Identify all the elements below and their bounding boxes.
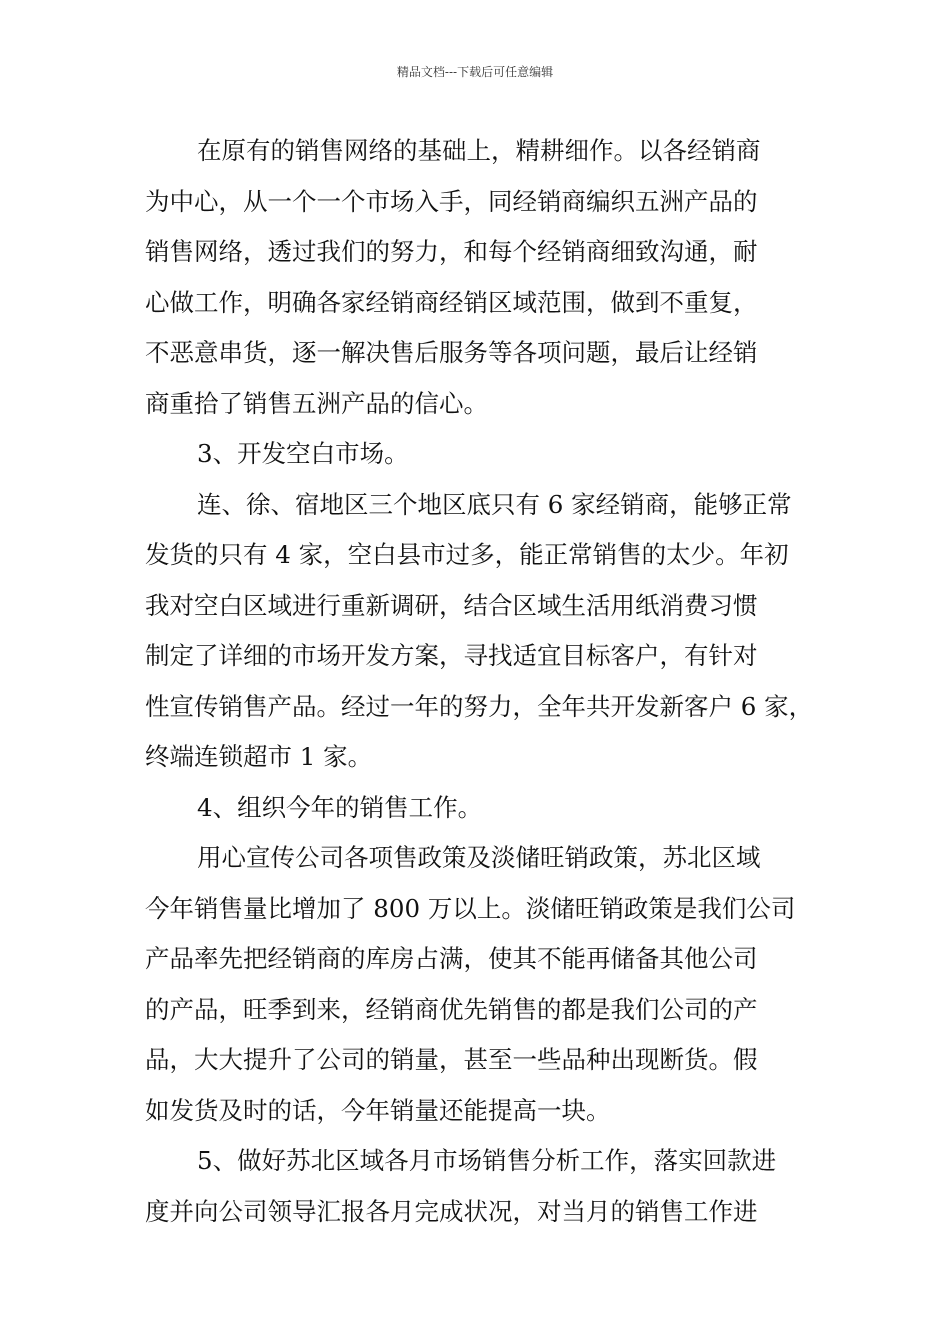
text-line: 为中心，从一个一个市场入手，同经销商编织五洲产品的 (145, 186, 758, 216)
text-line: 商重拾了销售五洲产品的信心。 (145, 388, 488, 418)
text-line: 终端连锁超市 1 家。 (145, 742, 373, 771)
text-line: 的产品，旺季到来，经销商优先销售的都是我们公司的产 (145, 994, 758, 1024)
text-line: 性宣传销售产品。经过一年的努力，全年共开发新客户 6 家， (145, 691, 814, 721)
text-line: 用心宣传公司各项售政策及淡储旺销政策，苏北区域 (197, 843, 761, 872)
text-line: 销售网络，透过我们的努力，和每个经销商细致沟通，耐 (145, 237, 758, 266)
text-line: 产品率先把经销商的库房占满，使其不能再储备其他公司 (145, 944, 758, 973)
text-line: 我对空白区域进行重新调研，结合区域生活用纸消费习惯 (145, 590, 758, 620)
page-header: 精品文档---下载后可任意编辑 (396, 65, 554, 79)
paragraph (145, 480, 825, 783)
section-heading (145, 783, 825, 834)
text-line: 3、开发空白市场。 (197, 439, 409, 468)
text-line: 制定了详细的市场开发方案，寻找适宜目标客户，有针对 (145, 641, 758, 670)
document-body (145, 126, 825, 1237)
paragraph (145, 833, 825, 1136)
text-line: 心做工作，明确各家经销商经销区域范围，做到不重复， (145, 287, 758, 317)
text-line: 5、做好苏北区域各月市场销售分析工作，落实回款进 (197, 1146, 777, 1175)
section-heading (145, 429, 825, 480)
text-line: 4、组织今年的销售工作。 (197, 792, 483, 822)
text-line: 在原有的销售网络的基础上，精耕细作。以各经销商 (197, 136, 761, 165)
paragraph (145, 1136, 825, 1237)
text-line: 不恶意串货，逐一解决售后服务等各项问题，最后让经销 (145, 338, 758, 367)
text-line: 连、徐、宿地区三个地区底只有 6 家经销商，能够正常 (197, 489, 792, 519)
text-line: 品，大大提升了公司的销量，甚至一些品种出现断货。假 (145, 1045, 758, 1074)
text-line: 发货的只有 4 家，空白县市过多，能正常销售的太少。年初 (145, 540, 789, 569)
paragraph (145, 126, 825, 429)
text-line: 今年销售量比增加了 800 万以上。淡储旺销政策是我们公司 (145, 893, 796, 923)
text-line: 度并向公司领导汇报各月完成状况，对当月的销售工作进 (145, 1196, 758, 1226)
text-line: 如发货及时的话，今年销量还能提高一块。 (145, 1095, 611, 1125)
